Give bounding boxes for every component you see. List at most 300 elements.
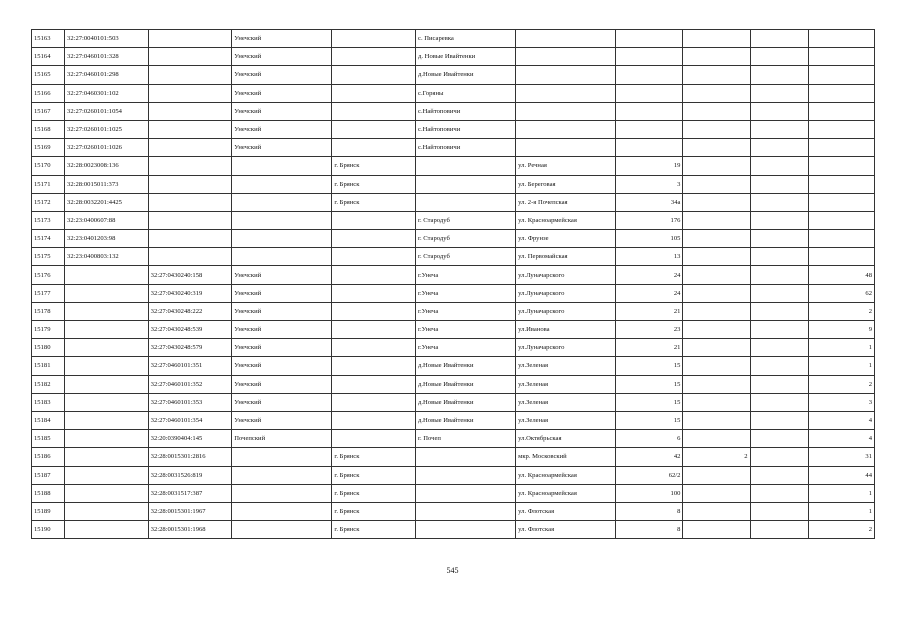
cell-settlement: д. Новые Ивайтенки (416, 48, 516, 66)
cell-city: г. Брянск (332, 193, 416, 211)
cell-settlement (416, 175, 516, 193)
cell-street: ул. Фрунзе (516, 230, 616, 248)
table-row (32, 48, 875, 66)
table-row (32, 102, 875, 120)
cell-apartment-extra (750, 393, 808, 411)
cell-cadastral-number-a (65, 484, 149, 502)
cell-cadastral-number-a (65, 393, 149, 411)
cell-street: ул.Зеленая (516, 393, 616, 411)
cell-apartment: 1 (808, 339, 874, 357)
table-row (32, 375, 875, 393)
table-row (32, 502, 875, 520)
table-row (32, 393, 875, 411)
cell-house-number: 6 (616, 430, 683, 448)
cell-house-number (616, 48, 683, 66)
cell-settlement: г. Стародуб (416, 230, 516, 248)
cell-settlement: г. Стародуб (416, 211, 516, 229)
cell-district: Унечский (232, 120, 332, 138)
cell-district: Почепский (232, 430, 332, 448)
cell-street: ул.Иванова (516, 321, 616, 339)
cell-apartment (808, 48, 874, 66)
cell-building (683, 48, 750, 66)
cell-district (232, 175, 332, 193)
cell-row-number: 15163 (32, 30, 65, 48)
cell-apartment (808, 30, 874, 48)
cell-row-number: 15182 (32, 375, 65, 393)
cell-row-number: 15166 (32, 84, 65, 102)
cell-building (683, 321, 750, 339)
cell-cadastral-number-a: 32:27:0460101:328 (65, 48, 149, 66)
cell-building (683, 139, 750, 157)
cell-apartment-extra (750, 139, 808, 157)
cell-city (332, 211, 416, 229)
cell-apartment (808, 84, 874, 102)
cell-row-number: 15174 (32, 230, 65, 248)
cell-house-number: 21 (616, 339, 683, 357)
cell-apartment (808, 230, 874, 248)
cell-apartment-extra (750, 357, 808, 375)
cell-house-number (616, 120, 683, 138)
cell-district: Унечский (232, 411, 332, 429)
cell-city (332, 248, 416, 266)
cell-cadastral-number-b (148, 120, 232, 138)
cell-cadastral-number-a: 32:27:0260101:1025 (65, 120, 149, 138)
cell-apartment (808, 248, 874, 266)
cell-street (516, 120, 616, 138)
table-row (32, 284, 875, 302)
cell-apartment-extra (750, 375, 808, 393)
cell-building (683, 175, 750, 193)
cell-apartment: 1 (808, 502, 874, 520)
cell-apartment: 4 (808, 411, 874, 429)
cell-settlement: д.Новые Ивайтенки (416, 411, 516, 429)
cell-city: г. Брянск (332, 484, 416, 502)
cell-city (332, 357, 416, 375)
cell-house-number: 15 (616, 375, 683, 393)
cell-cadastral-number-b: 32:27:0460101:354 (148, 411, 232, 429)
cell-street: ул. Речная (516, 157, 616, 175)
table-row (32, 484, 875, 502)
cell-apartment (808, 157, 874, 175)
cell-house-number (616, 84, 683, 102)
cell-city (332, 339, 416, 357)
cell-row-number: 15176 (32, 266, 65, 284)
cell-house-number: 24 (616, 284, 683, 302)
cell-apartment-extra (750, 30, 808, 48)
cell-city (332, 48, 416, 66)
table-row (32, 411, 875, 429)
cell-settlement: д.Новые Ивайтенки (416, 66, 516, 84)
cell-building (683, 66, 750, 84)
cell-apartment (808, 175, 874, 193)
cell-house-number: 62/2 (616, 466, 683, 484)
cell-settlement: д.Новые Ивайтенки (416, 357, 516, 375)
cell-row-number: 15181 (32, 357, 65, 375)
cell-city: г. Брянск (332, 448, 416, 466)
cell-building (683, 502, 750, 520)
cell-street: ул.Зеленая (516, 411, 616, 429)
cell-city: г. Брянск (332, 175, 416, 193)
cell-district (232, 230, 332, 248)
table-row (32, 84, 875, 102)
cell-city (332, 321, 416, 339)
cell-settlement: с.Найтоповичи (416, 102, 516, 120)
cell-settlement: с.Горяны (416, 84, 516, 102)
cell-house-number: 34а (616, 193, 683, 211)
cell-district (232, 193, 332, 211)
cell-row-number: 15179 (32, 321, 65, 339)
cell-settlement: г.Унеча (416, 284, 516, 302)
cell-cadastral-number-a: 32:27:0460301:102 (65, 84, 149, 102)
cell-house-number: 23 (616, 321, 683, 339)
cell-row-number: 15164 (32, 48, 65, 66)
cell-cadastral-number-a (65, 339, 149, 357)
cell-street: ул. Красноармейская (516, 484, 616, 502)
cell-city (332, 120, 416, 138)
cell-building (683, 84, 750, 102)
cell-house-number: 15 (616, 357, 683, 375)
cell-cadastral-number-a: 32:27:0260101:1054 (65, 102, 149, 120)
cell-district (232, 211, 332, 229)
cell-cadastral-number-a: 32:27:0460101:298 (65, 66, 149, 84)
cell-apartment (808, 211, 874, 229)
cell-cadastral-number-b: 32:27:0460101:352 (148, 375, 232, 393)
cell-row-number: 15188 (32, 484, 65, 502)
cell-street: ул.Октябрьская (516, 430, 616, 448)
cell-apartment-extra (750, 84, 808, 102)
cell-settlement (416, 448, 516, 466)
cell-building (683, 266, 750, 284)
cell-street: ул.Луначарского (516, 266, 616, 284)
cell-building: 2 (683, 448, 750, 466)
cell-district: Унечский (232, 321, 332, 339)
cell-street (516, 48, 616, 66)
cell-cadastral-number-b: 32:20:0390404:145 (148, 430, 232, 448)
cell-apartment: 3 (808, 393, 874, 411)
cell-cadastral-number-a (65, 430, 149, 448)
table-row (32, 211, 875, 229)
cell-street: ул.Луначарского (516, 284, 616, 302)
cell-settlement: г.Унеча (416, 266, 516, 284)
cell-apartment (808, 66, 874, 84)
cell-street (516, 102, 616, 120)
cell-apartment: 2 (808, 375, 874, 393)
cell-district (232, 157, 332, 175)
cell-district: Унечский (232, 48, 332, 66)
cell-cadastral-number-a (65, 448, 149, 466)
cell-district (232, 448, 332, 466)
cell-house-number: 19 (616, 157, 683, 175)
cell-apartment: 2 (808, 302, 874, 320)
cell-house-number: 15 (616, 411, 683, 429)
cell-street: ул. 2-я Почепская (516, 193, 616, 211)
cell-city: г. Брянск (332, 521, 416, 539)
cell-city (332, 302, 416, 320)
cell-building (683, 466, 750, 484)
table-row (32, 302, 875, 320)
cell-cadastral-number-b (148, 230, 232, 248)
cell-cadastral-number-a: 32:27:0260101:1026 (65, 139, 149, 157)
cell-building (683, 230, 750, 248)
cell-cadastral-number-b: 32:27:0430240:319 (148, 284, 232, 302)
cell-apartment-extra (750, 302, 808, 320)
cell-city (332, 430, 416, 448)
cell-apartment: 2 (808, 521, 874, 539)
table-row (32, 339, 875, 357)
cell-building (683, 302, 750, 320)
cell-district: Унечский (232, 84, 332, 102)
cell-row-number: 15170 (32, 157, 65, 175)
cell-building (683, 393, 750, 411)
cell-settlement (416, 521, 516, 539)
cell-district: Унечский (232, 66, 332, 84)
cell-apartment-extra (750, 284, 808, 302)
cell-cadastral-number-a: 32:28:0032201:4425 (65, 193, 149, 211)
cell-street: ул.Луначарского (516, 302, 616, 320)
cell-cadastral-number-a (65, 266, 149, 284)
cell-row-number: 15169 (32, 139, 65, 157)
cell-house-number (616, 66, 683, 84)
cell-house-number: 3 (616, 175, 683, 193)
cell-district: Унечский (232, 266, 332, 284)
cell-apartment: 44 (808, 466, 874, 484)
cell-settlement: д.Новые Ивайтенки (416, 393, 516, 411)
cell-city (332, 284, 416, 302)
cell-settlement: г.Унеча (416, 302, 516, 320)
cell-city (332, 139, 416, 157)
cell-building (683, 484, 750, 502)
table-row (32, 230, 875, 248)
cell-settlement (416, 157, 516, 175)
cell-cadastral-number-b: 32:28:0031526:819 (148, 466, 232, 484)
cell-row-number: 15165 (32, 66, 65, 84)
cell-row-number: 15177 (32, 284, 65, 302)
cell-settlement: г. Почеп (416, 430, 516, 448)
cell-street: ул. Первомайская (516, 248, 616, 266)
cell-apartment: 4 (808, 430, 874, 448)
cell-district: Унечский (232, 375, 332, 393)
cell-settlement (416, 193, 516, 211)
cell-cadastral-number-a (65, 466, 149, 484)
table-row (32, 193, 875, 211)
cell-row-number: 15184 (32, 411, 65, 429)
cell-building (683, 157, 750, 175)
cell-apartment: 1 (808, 484, 874, 502)
cell-apartment-extra (750, 211, 808, 229)
cell-cadastral-number-b: 32:28:0015301:1968 (148, 521, 232, 539)
cell-city: г. Брянск (332, 502, 416, 520)
cell-apartment-extra (750, 321, 808, 339)
cell-apartment (808, 102, 874, 120)
cell-settlement: с.Найтоповичи (416, 120, 516, 138)
table-row (32, 157, 875, 175)
cell-district: Унечский (232, 393, 332, 411)
cell-street: мкр. Московский (516, 448, 616, 466)
cell-cadastral-number-b: 32:27:0430248:222 (148, 302, 232, 320)
cell-street (516, 84, 616, 102)
cell-street (516, 30, 616, 48)
cell-house-number: 8 (616, 521, 683, 539)
cell-cadastral-number-a (65, 521, 149, 539)
cell-house-number: 21 (616, 302, 683, 320)
cell-street: ул. Флотская (516, 521, 616, 539)
cell-house-number (616, 30, 683, 48)
cell-apartment (808, 193, 874, 211)
table-row (32, 321, 875, 339)
cell-settlement: г.Унеча (416, 339, 516, 357)
cell-apartment-extra (750, 248, 808, 266)
cell-building (683, 375, 750, 393)
cell-row-number: 15171 (32, 175, 65, 193)
cell-street: ул.Зеленая (516, 357, 616, 375)
cell-street: ул. Береговая (516, 175, 616, 193)
cell-cadastral-number-b: 32:28:0015301:1967 (148, 502, 232, 520)
cell-house-number: 24 (616, 266, 683, 284)
cell-apartment-extra (750, 193, 808, 211)
cell-row-number: 15190 (32, 521, 65, 539)
cell-city (332, 66, 416, 84)
cell-cadastral-number-b (148, 175, 232, 193)
cell-cadastral-number-a (65, 411, 149, 429)
table-row (32, 521, 875, 539)
cell-cadastral-number-b: 32:28:0015301:2816 (148, 448, 232, 466)
cell-apartment-extra (750, 448, 808, 466)
cell-cadastral-number-a (65, 284, 149, 302)
cell-settlement: г. Стародуб (416, 248, 516, 266)
cell-city (332, 375, 416, 393)
cell-apartment: 48 (808, 266, 874, 284)
cell-cadastral-number-b: 32:27:0430248:579 (148, 339, 232, 357)
cell-settlement (416, 466, 516, 484)
cell-apartment (808, 139, 874, 157)
cell-cadastral-number-b: 32:27:0460101:351 (148, 357, 232, 375)
table-row (32, 466, 875, 484)
cell-cadastral-number-b (148, 139, 232, 157)
table-row (32, 139, 875, 157)
cell-street: ул. Красноармейская (516, 211, 616, 229)
cell-row-number: 15175 (32, 248, 65, 266)
cell-apartment (808, 120, 874, 138)
cell-row-number: 15178 (32, 302, 65, 320)
cell-district: Унечский (232, 284, 332, 302)
cell-house-number (616, 102, 683, 120)
cell-settlement (416, 502, 516, 520)
cell-apartment: 62 (808, 284, 874, 302)
cell-building (683, 193, 750, 211)
cell-street: ул. Красноармейская (516, 466, 616, 484)
cell-cadastral-number-b (148, 48, 232, 66)
cell-house-number: 8 (616, 502, 683, 520)
cell-cadastral-number-a: 32:28:0015011:373 (65, 175, 149, 193)
table-row (32, 30, 875, 48)
cell-apartment: 31 (808, 448, 874, 466)
cell-house-number (616, 139, 683, 157)
cell-cadastral-number-b (148, 84, 232, 102)
cell-cadastral-number-b (148, 30, 232, 48)
cell-building (683, 120, 750, 138)
table-row (32, 357, 875, 375)
cell-district: Унечский (232, 302, 332, 320)
cell-district (232, 248, 332, 266)
cell-street: ул.Зеленая (516, 375, 616, 393)
cell-building (683, 357, 750, 375)
cell-cadastral-number-a: 32:23:0401203:98 (65, 230, 149, 248)
cell-apartment-extra (750, 484, 808, 502)
cell-cadastral-number-b: 32:27:0460101:353 (148, 393, 232, 411)
cell-row-number: 15167 (32, 102, 65, 120)
table-row (32, 248, 875, 266)
cell-building (683, 521, 750, 539)
cell-city (332, 411, 416, 429)
table-row (32, 448, 875, 466)
cell-street (516, 66, 616, 84)
cell-building (683, 430, 750, 448)
cell-apartment-extra (750, 230, 808, 248)
cell-district: Унечский (232, 30, 332, 48)
cell-settlement: с.Найтоповичи (416, 139, 516, 157)
cell-cadastral-number-a: 32:28:0023008:136 (65, 157, 149, 175)
cell-apartment-extra (750, 102, 808, 120)
cell-cadastral-number-a (65, 357, 149, 375)
cell-city (332, 266, 416, 284)
cell-district (232, 484, 332, 502)
cell-cadastral-number-a: 32:23:0400607:88 (65, 211, 149, 229)
cell-cadastral-number-b: 32:27:0430240:158 (148, 266, 232, 284)
cell-district: Унечский (232, 339, 332, 357)
cell-district (232, 521, 332, 539)
cell-apartment-extra (750, 175, 808, 193)
cell-house-number: 13 (616, 248, 683, 266)
cell-house-number: 105 (616, 230, 683, 248)
cell-street (516, 139, 616, 157)
cell-row-number: 15185 (32, 430, 65, 448)
cell-apartment-extra (750, 521, 808, 539)
cell-row-number: 15187 (32, 466, 65, 484)
cell-street: ул. Флотская (516, 502, 616, 520)
cell-cadastral-number-b: 32:27:0430248:539 (148, 321, 232, 339)
cell-cadastral-number-b (148, 211, 232, 229)
table-row (32, 266, 875, 284)
cell-building (683, 211, 750, 229)
cell-apartment-extra (750, 66, 808, 84)
cell-building (683, 411, 750, 429)
cell-row-number: 15172 (32, 193, 65, 211)
cell-cadastral-number-a (65, 502, 149, 520)
cell-apartment-extra (750, 502, 808, 520)
table-row (32, 175, 875, 193)
cell-apartment-extra (750, 411, 808, 429)
cell-city: г. Брянск (332, 466, 416, 484)
cell-district: Унечский (232, 139, 332, 157)
cell-cadastral-number-b (148, 66, 232, 84)
cell-cadastral-number-a: 32:23:0400803:132 (65, 248, 149, 266)
cell-apartment-extra (750, 157, 808, 175)
cell-cadastral-number-b (148, 193, 232, 211)
cell-settlement: с. Писаревка (416, 30, 516, 48)
cell-apartment-extra (750, 339, 808, 357)
cell-city (332, 230, 416, 248)
cell-apartment: 9 (808, 321, 874, 339)
cell-house-number: 176 (616, 211, 683, 229)
cell-row-number: 15186 (32, 448, 65, 466)
cell-cadastral-number-b: 32:28:0031517:387 (148, 484, 232, 502)
cell-apartment-extra (750, 48, 808, 66)
cell-house-number: 42 (616, 448, 683, 466)
cell-cadastral-number-a (65, 321, 149, 339)
cell-city (332, 30, 416, 48)
cell-city: г. Брянск (332, 157, 416, 175)
cell-apartment-extra (750, 466, 808, 484)
